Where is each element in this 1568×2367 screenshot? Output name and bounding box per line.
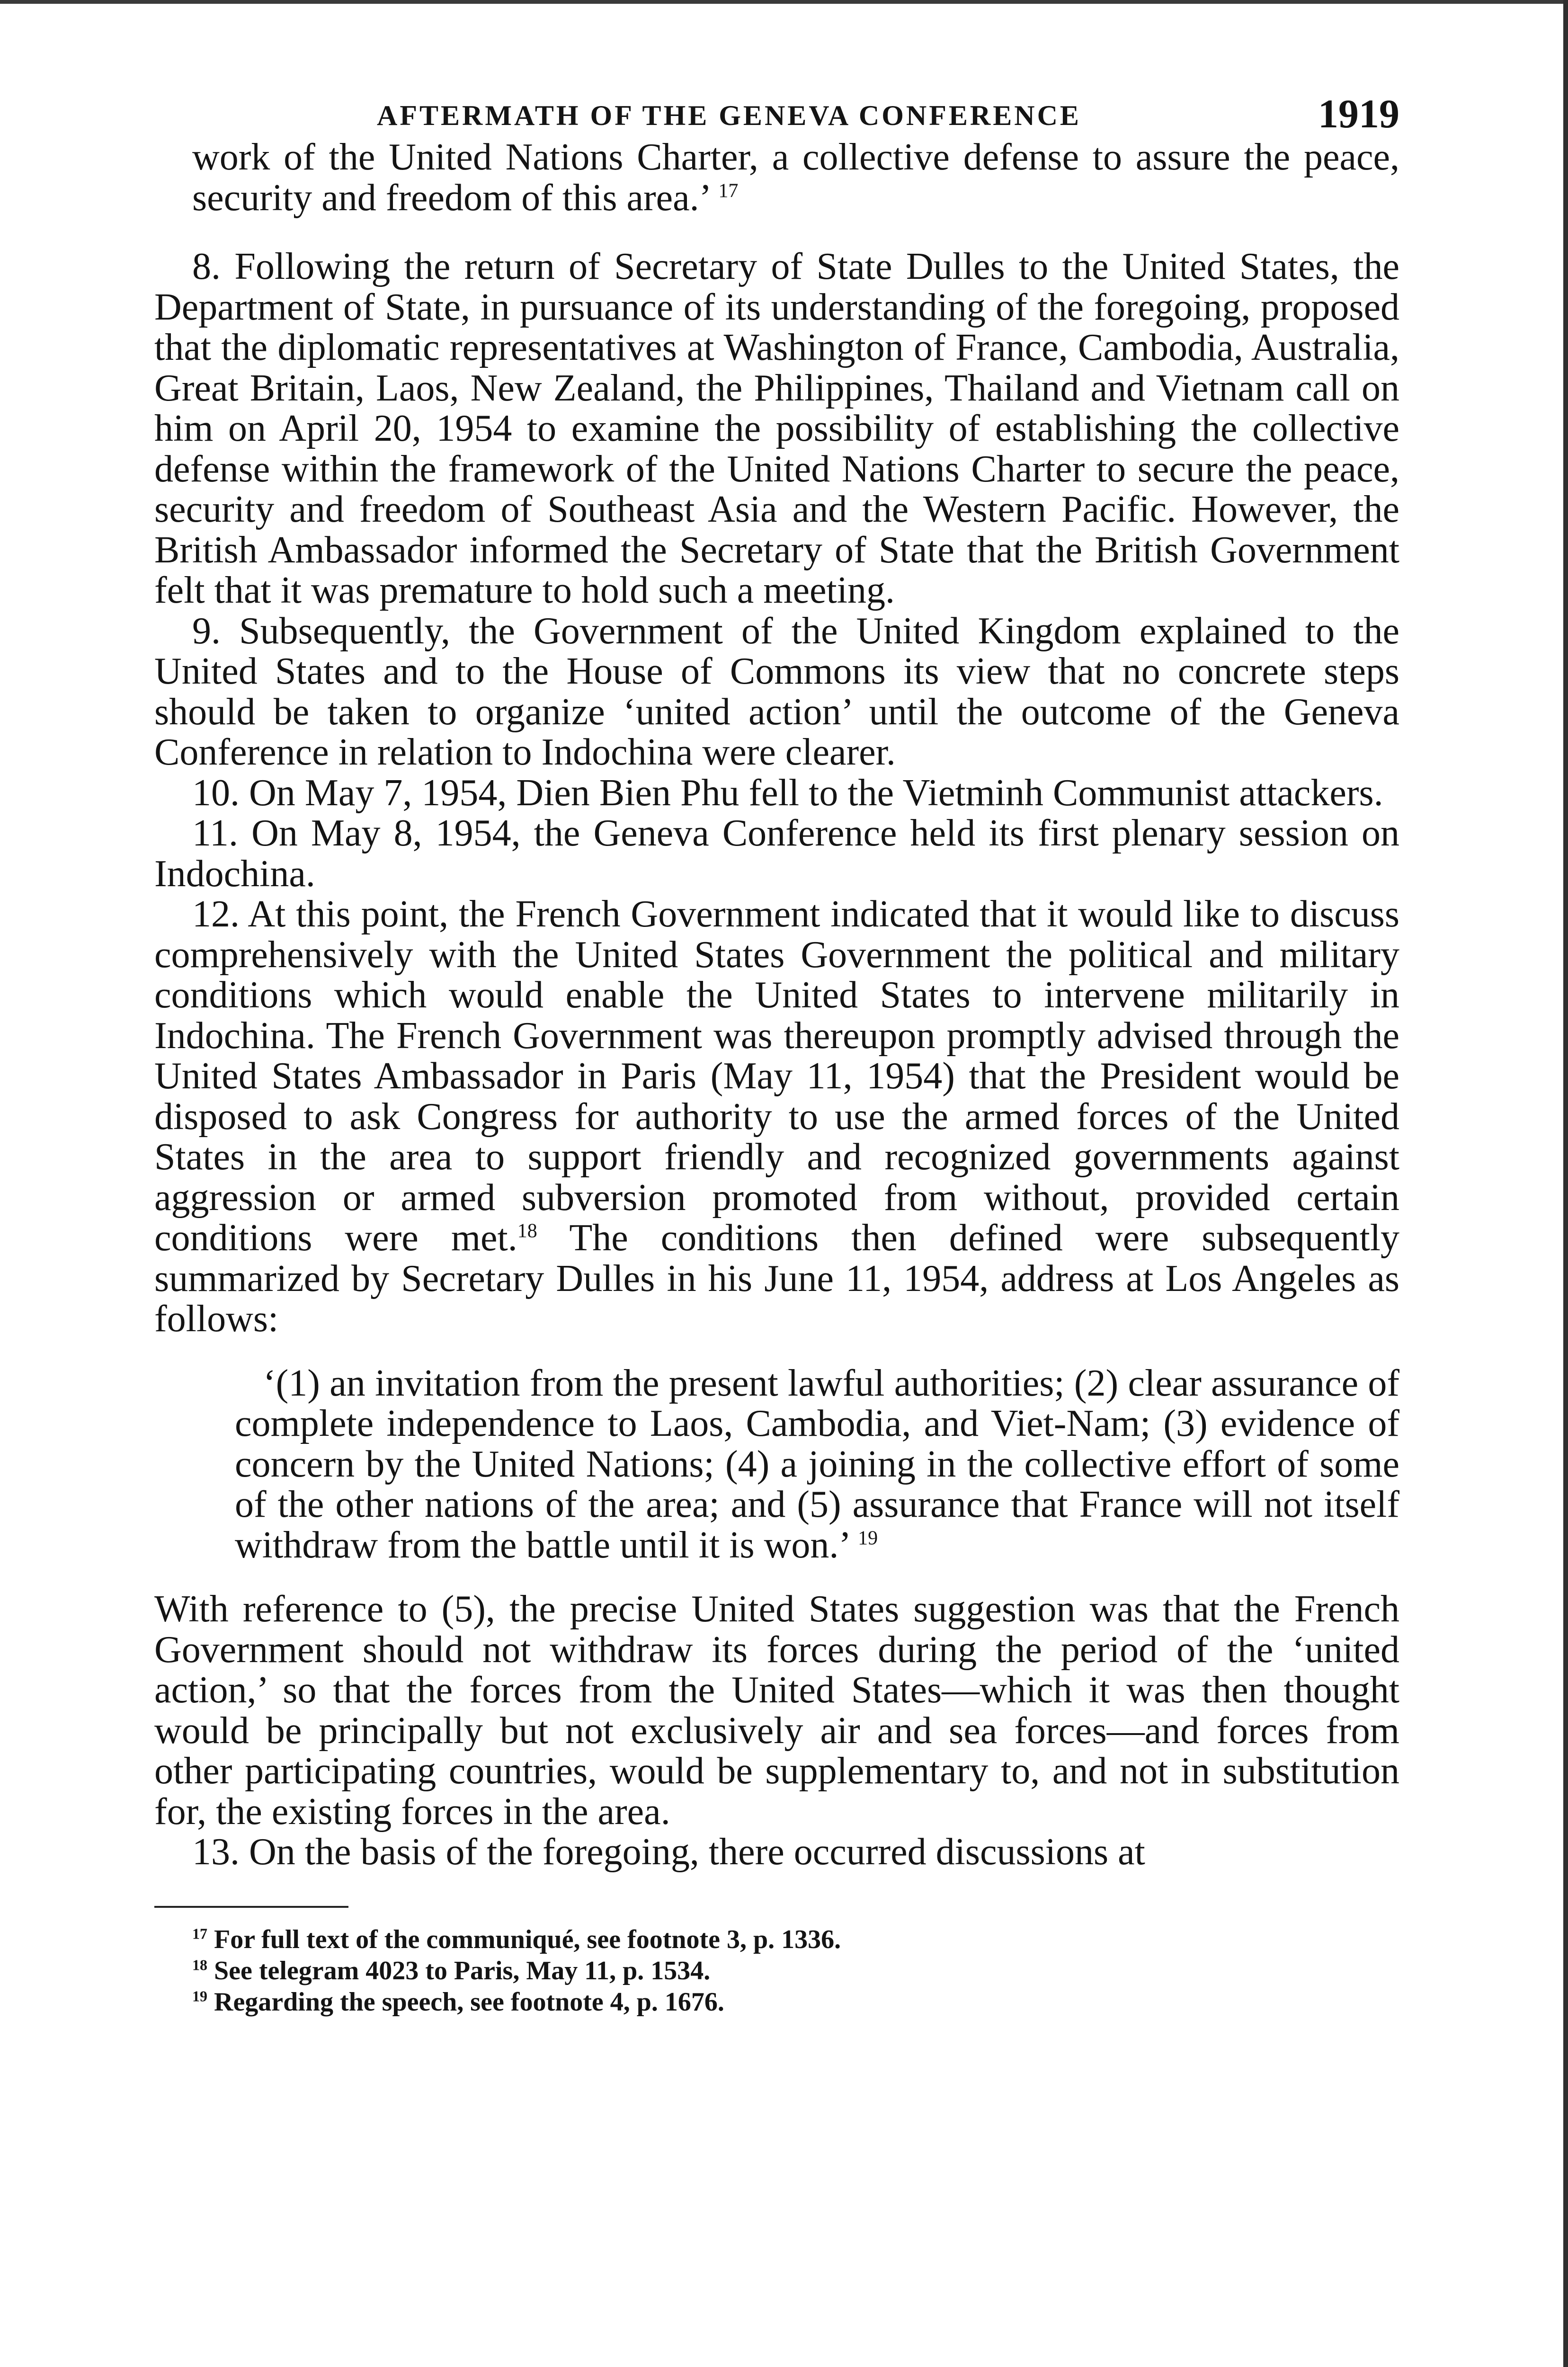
paragraph-12: 12. At this point, the French Government indicated that it would like to discuss comprehensively with the United States Government the political and military conditions which would enable the United States to intervene militarily in Indochina. The French Government was thereupon promptly advised through the United States Ambassador in Paris (May 11, 1954) that the President would be disposed to ask Congress for authority to use the armed forces of the United States in the area to support friendly and recognized governments against aggression or armed subversion promoted from without, provided certain conditions were met.$^{18}$ The conditions then defined were subsequently summarized by Secretary Dulles in his June 11, 1954, address at Los Angeles as follows: xyxy=(154,893,1399,1340)
paragraph-8: 8. Following the return of Secretary of State Dulles to the United States, the Department of State, in pursuance of its understanding of the foregoing, proposed that the diplomatic representatives at Washington of France, Cambodia, Australia, Great Britain, Laos, New Zealand, the Philippines, Thailand and Vietnam call on him on April 20, 1954 to examine the possibility of establishing the collective defense within the framework of the United Nations Charter to secure the peace, security and freedom of Southeast Asia and the Western Pacific. However, the British Ambassador informed the Secretary of State that the British Government felt that it was premature to hold such a meeting. xyxy=(154,246,1399,611)
paragraph-continuation: work of the United Nations Charter, a collective defense to assure the peace, security and freedom of this area.’ $^{17}$ xyxy=(192,136,1399,219)
page-edge-shadow xyxy=(1563,0,1568,2367)
paragraph-13: 13. On the basis of the foregoing, there occurred discussions at xyxy=(192,1831,1145,1873)
footnote-divider xyxy=(154,1906,348,1908)
page-number: 1919 xyxy=(1318,91,1399,136)
paragraph-gap xyxy=(154,218,1399,247)
body-text-continued xyxy=(154,1589,1399,1873)
footnote-ref: 17 xyxy=(718,179,739,202)
paragraph-11: 11. On May 8, 1954, the Geneva Conference held its first plenary session on Indochina. xyxy=(154,812,1399,895)
body-text xyxy=(154,137,1399,1340)
top-edge-rule xyxy=(0,0,1568,4)
running-header xyxy=(154,80,1399,137)
footnote-19: $^{19}$ Regarding the speech, see footnote 4, p. 1676. xyxy=(192,1987,724,2017)
footnotes xyxy=(154,1924,1399,2018)
running-title: AFTERMATH OF THE GENEVA CONFERENCE xyxy=(377,100,1081,131)
document-page xyxy=(154,80,1399,2018)
paragraph-10: 10. On May 7, 1954, Dien Bien Phu fell to the Vietminh Communist attackers. xyxy=(192,772,1383,814)
footnote-17: $^{17}$ For full text of the communiqué, see footnote 3, p. 1336. xyxy=(192,1924,841,1954)
footnote-ref: 18 xyxy=(517,1220,537,1242)
block-quote: ‘(1) an invitation from the present lawful authorities; (2) clear assurance of complete independence to Laos, Cambodia, and Viet-Nam; (3) evidence of concern by the United Nations; (4) a joining in the collective effort of some of the other nations of the area; and (5) assurance that France will not itself withdraw from the battle until it is won.’ $^{19}$ xyxy=(235,1362,1399,1566)
paragraph-9: 9. Subsequently, the Government of the United Kingdom explained to the United States and to the House of Commons its view that no concrete steps should be taken to organize ‘united action’ until the outcome of the Geneva Conference in relation to Indochina were clearer. xyxy=(154,610,1399,773)
footnote-18: $^{18}$ See telegram 4023 to Paris, May 11, p. 1534. xyxy=(192,1956,711,1985)
footnote-ref: 19 xyxy=(858,1527,878,1549)
paragraph-with-reference: With reference to (5), the precise United States suggestion was that the French Government should not withdraw its forces during the period of the ‘united action,’ so that the forces from the United States—which it was then thought would be principally but not exclusively air and sea forces—and forces from other participating countries, would be supplementary to, and not in substitution for, the existing forces in the area. xyxy=(154,1588,1399,1833)
